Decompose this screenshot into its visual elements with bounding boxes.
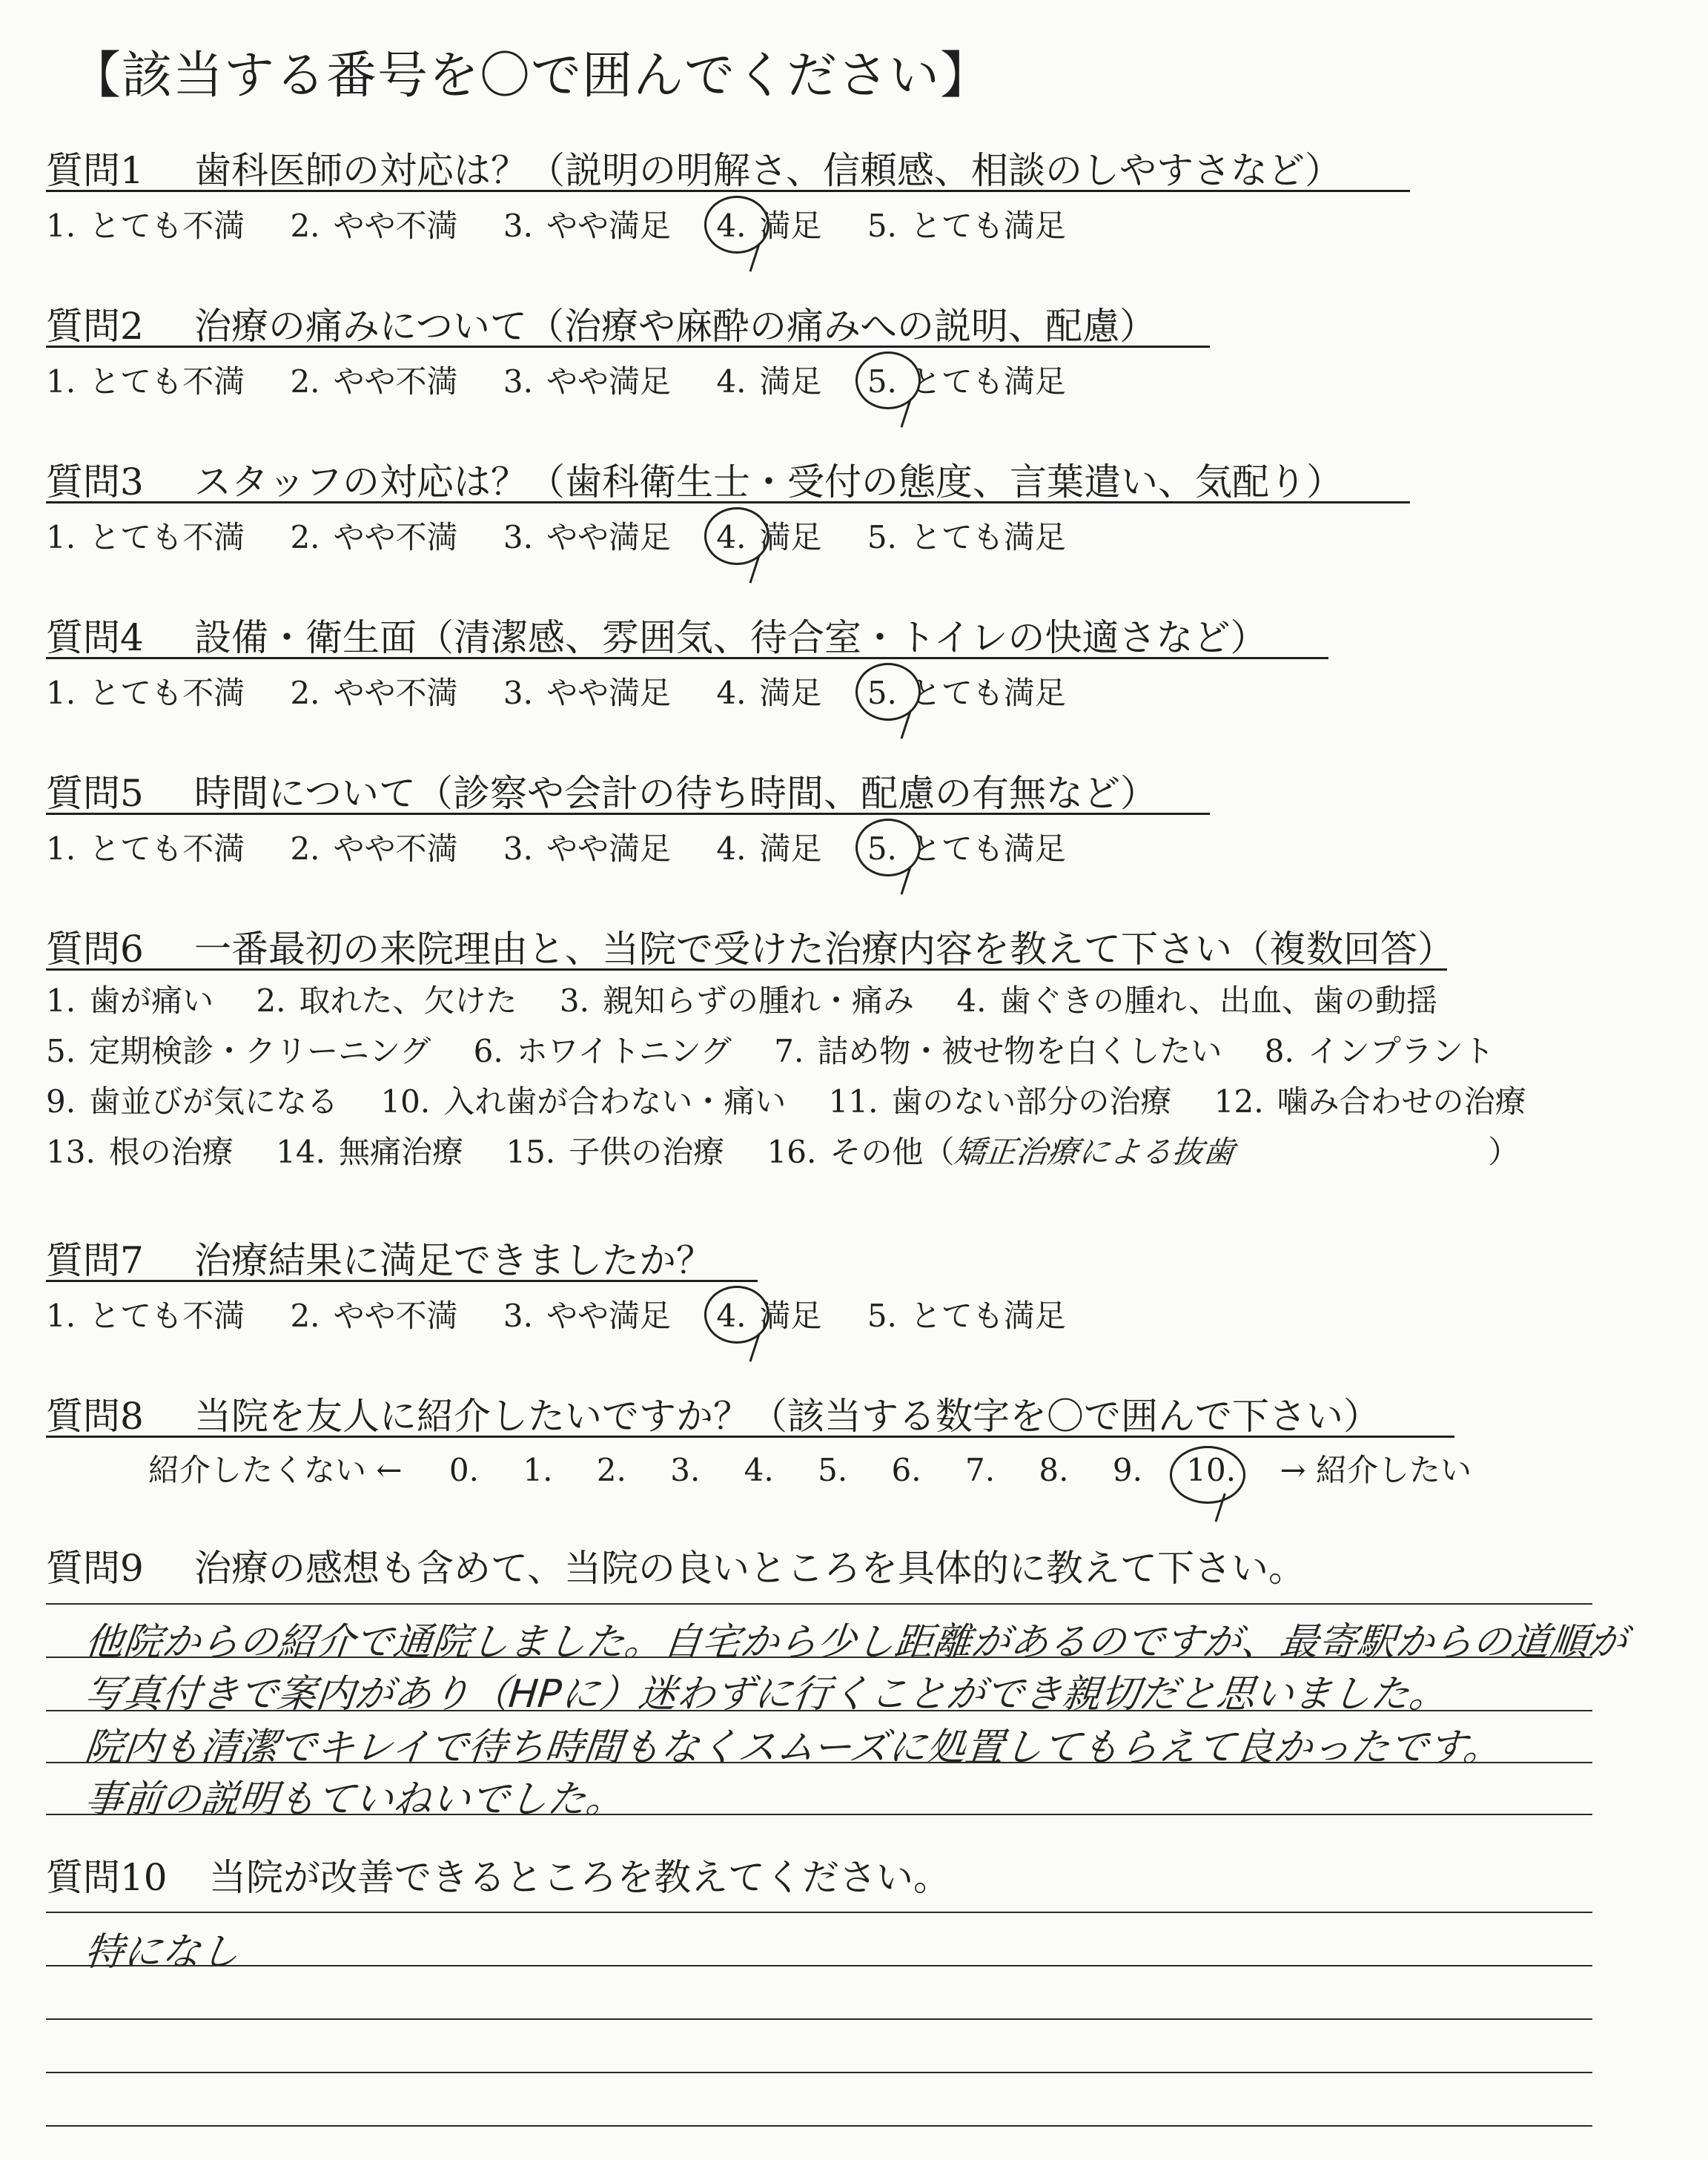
question-text: 一番最初の来院理由と、当院で受けた治療内容を教えて下さい（複数回答）: [194, 928, 1454, 971]
question-5-heading: [46, 764, 1157, 817]
scale-right-label: → 紹介したい: [1280, 1452, 1472, 1488]
option-4-selected[interactable]: 4. 満足: [716, 1292, 821, 1336]
option-3[interactable]: 3. やや満足: [503, 675, 671, 711]
question-number: 質問7: [46, 1239, 144, 1282]
answer-rule: [46, 1965, 1592, 1966]
option-5-selected[interactable]: 5. とても満足: [867, 669, 1066, 713]
question-text: 設備・衛生面（清潔感、雰囲気、待合室・トイレの快適さなど）: [194, 616, 1268, 659]
option-5-selected[interactable]: 5. とても満足: [867, 357, 1066, 402]
options-row: [46, 1077, 1559, 1127]
option-2[interactable]: 2. やや不満: [290, 363, 458, 400]
recommend-scale: [148, 1446, 1472, 1490]
scale-10-selected[interactable]: 10.: [1186, 1452, 1236, 1488]
option-5-selected[interactable]: 5. とても満足: [867, 825, 1066, 869]
scale-1[interactable]: 1.: [523, 1452, 553, 1488]
question-8-heading: [46, 1387, 1380, 1440]
question-underline: [46, 346, 1210, 348]
scale-7[interactable]: 7.: [964, 1452, 996, 1488]
option-2[interactable]: 2. やや不満: [290, 1298, 458, 1334]
option-9[interactable]: 9. 歯並びが気になる: [46, 1083, 339, 1120]
question-7-heading: [46, 1231, 713, 1284]
answer-line-1[interactable]: 他院からの紹介で通院しました。自宅から少し距離があるのですが、最寄駅からの道順が: [82, 1620, 1629, 1665]
option-4[interactable]: 4. 満足: [716, 830, 822, 867]
answer-rule: [46, 1762, 1592, 1763]
question-underline: [46, 813, 1210, 815]
scale-9[interactable]: 9.: [1112, 1452, 1142, 1488]
question-2-options: [46, 357, 1102, 402]
question-underline: [46, 657, 1328, 659]
question-text: 当院が改善できるところを教えてください。: [209, 1856, 950, 1899]
question-text: スタッフの対応は？（歯科衛生士・受付の態度、言葉遣い、気配り）: [194, 460, 1343, 503]
option-4-selected[interactable]: 4. 満足: [716, 202, 821, 246]
question-7-options: [46, 1292, 1102, 1336]
scale-4[interactable]: 4.: [744, 1452, 774, 1488]
question-number: 質問6: [46, 928, 144, 971]
question-1-heading: [46, 141, 1342, 194]
question-number: 質問2: [46, 305, 144, 348]
option-2[interactable]: 2. 取れた、欠けた: [256, 982, 517, 1019]
option-1[interactable]: 1. とても不満: [46, 208, 245, 244]
question-number: 質問8: [46, 1395, 144, 1438]
question-number: 質問4: [46, 616, 144, 659]
option-2[interactable]: 2. やや不満: [290, 830, 458, 867]
option-15[interactable]: 15. 子供の治療: [506, 1134, 725, 1170]
question-number: 質問5: [46, 772, 144, 815]
option-1[interactable]: 1. 歯が痛い: [46, 982, 214, 1019]
scale-5[interactable]: 5.: [818, 1452, 848, 1488]
question-9-heading: [46, 1539, 1305, 1592]
question-6-options: [46, 976, 1559, 1178]
question-number: 質問9: [46, 1547, 144, 1590]
option-5[interactable]: 5. とても満足: [867, 519, 1066, 555]
option-10[interactable]: 10. 入れ歯が合わない・痛い: [380, 1083, 787, 1120]
option-6[interactable]: 6. ホワイトニング: [473, 1033, 732, 1069]
question-text: 治療の感想も含めて、当院の良いところを具体的に教えて下さい。: [194, 1547, 1305, 1590]
options-row: [46, 976, 1559, 1026]
option-1[interactable]: 1. とても不満: [46, 675, 245, 711]
scale-6[interactable]: 6.: [891, 1452, 921, 1488]
answer-rule: [46, 1657, 1592, 1658]
answer-rule: [46, 1814, 1592, 1815]
scale-8[interactable]: 8.: [1039, 1452, 1069, 1488]
option-13[interactable]: 13. 根の治療: [46, 1134, 234, 1170]
other-close-paren: ）: [1488, 1134, 1520, 1170]
option-8[interactable]: 8. インプラント: [1264, 1033, 1494, 1069]
options-row: [46, 1127, 1559, 1178]
question-underline: [46, 1280, 758, 1282]
option-4[interactable]: 4. 歯ぐきの腫れ、出血、歯の動揺: [956, 982, 1437, 1019]
question-2-heading: [46, 297, 1156, 350]
question-1-options: [46, 202, 1102, 246]
question-number: 質問10: [46, 1856, 168, 1899]
question-text: 当院を友人に紹介したいですか？（該当する数字を〇で囲んで下さい）: [194, 1395, 1380, 1438]
scale-3[interactable]: 3.: [670, 1452, 701, 1488]
option-3[interactable]: 3. 親知らずの腫れ・痛み: [559, 982, 914, 1019]
answer-rule: [46, 2018, 1592, 2020]
answer-line-1[interactable]: 特になし: [82, 1930, 242, 1975]
answer-rule: [46, 1912, 1592, 1913]
option-3[interactable]: 3. やや満足: [503, 1298, 671, 1334]
option-3[interactable]: 3. やや満足: [503, 519, 671, 555]
question-text: 時間について（診察や会計の待ち時間、配慮の有無など）: [194, 772, 1157, 815]
question-underline: [46, 1436, 1454, 1438]
option-7[interactable]: 7. 詰め物・被せ物を白くしたい: [774, 1033, 1222, 1069]
options-row: [46, 1026, 1559, 1077]
question-6-heading: [46, 919, 1454, 973]
answer-rule: [46, 2072, 1592, 2073]
question-10-heading: [46, 1848, 950, 1901]
option-4-selected[interactable]: 4. 満足: [716, 513, 821, 558]
option-5[interactable]: 5. とても満足: [867, 208, 1066, 244]
option-5[interactable]: 5. とても満足: [867, 1298, 1066, 1334]
question-5-options: [46, 825, 1102, 869]
question-text: 歯科医師の対応は？（説明の明解さ、信頼感、相談のしやすさなど）: [194, 149, 1342, 192]
answer-line-2[interactable]: 写真付きで案内があり（HPに）迷わずに行くことができ親切だと思いました。: [82, 1672, 1451, 1717]
question-3-options: [46, 513, 1102, 558]
option-3[interactable]: 3. やや満足: [503, 208, 671, 244]
question-underline: [46, 968, 1447, 971]
answer-rule: [46, 2125, 1592, 2127]
option-4[interactable]: 4. 満足: [716, 675, 822, 711]
option-3[interactable]: 3. やや満足: [503, 363, 671, 400]
option-2[interactable]: 2. やや不満: [290, 675, 458, 711]
question-underline: [46, 501, 1410, 503]
question-4-heading: [46, 608, 1268, 661]
option-4[interactable]: 4. 満足: [716, 363, 822, 400]
question-underline: [46, 190, 1410, 192]
option-2[interactable]: 2. やや不満: [290, 208, 458, 244]
scale-2[interactable]: 2.: [596, 1452, 626, 1488]
scale-0[interactable]: 0.: [448, 1452, 479, 1488]
option-2[interactable]: 2. やや不満: [290, 519, 458, 555]
option-1[interactable]: 1. とても不満: [46, 1298, 245, 1334]
other-handwritten-answer[interactable]: 矯正治療による抜歯: [952, 1134, 1237, 1170]
question-text: 治療の痛みについて（治療や麻酔の痛みへの説明、配慮）: [194, 305, 1156, 348]
option-3[interactable]: 3. やや満足: [503, 830, 671, 867]
question-number: 質問3: [46, 460, 144, 503]
page-title: 【該当する番号を〇で囲んでください】: [70, 47, 992, 105]
option-12[interactable]: 12. 噛み合わせの治療: [1214, 1083, 1526, 1120]
question-4-options: [46, 669, 1102, 713]
question-3-heading: [46, 452, 1343, 506]
option-14[interactable]: 14. 無痛治療: [276, 1134, 463, 1170]
option-11[interactable]: 11. 歯のない部分の治療: [828, 1083, 1172, 1120]
option-5[interactable]: 5. 定期検診・クリーニング: [46, 1033, 431, 1069]
scale-left-label: 紹介したくない ←: [148, 1452, 403, 1488]
option-1[interactable]: 1. とても不満: [46, 830, 245, 867]
answer-rule: [46, 1603, 1592, 1605]
answer-rule: [46, 1710, 1592, 1711]
answer-line-3[interactable]: 院内も清潔でキレイで待ち時間もなくスムーズに処置してもらえて良かったです。: [82, 1725, 1505, 1770]
question-number: 質問1: [46, 149, 144, 192]
option-1[interactable]: 1. とても不満: [46, 519, 245, 555]
question-text: 治療結果に満足できましたか？: [194, 1239, 713, 1282]
option-1[interactable]: 1. とても不満: [46, 363, 245, 400]
answer-line-4[interactable]: 事前の説明もていねいでした。: [82, 1777, 627, 1822]
option-16[interactable]: 16. その他（: [767, 1134, 955, 1170]
